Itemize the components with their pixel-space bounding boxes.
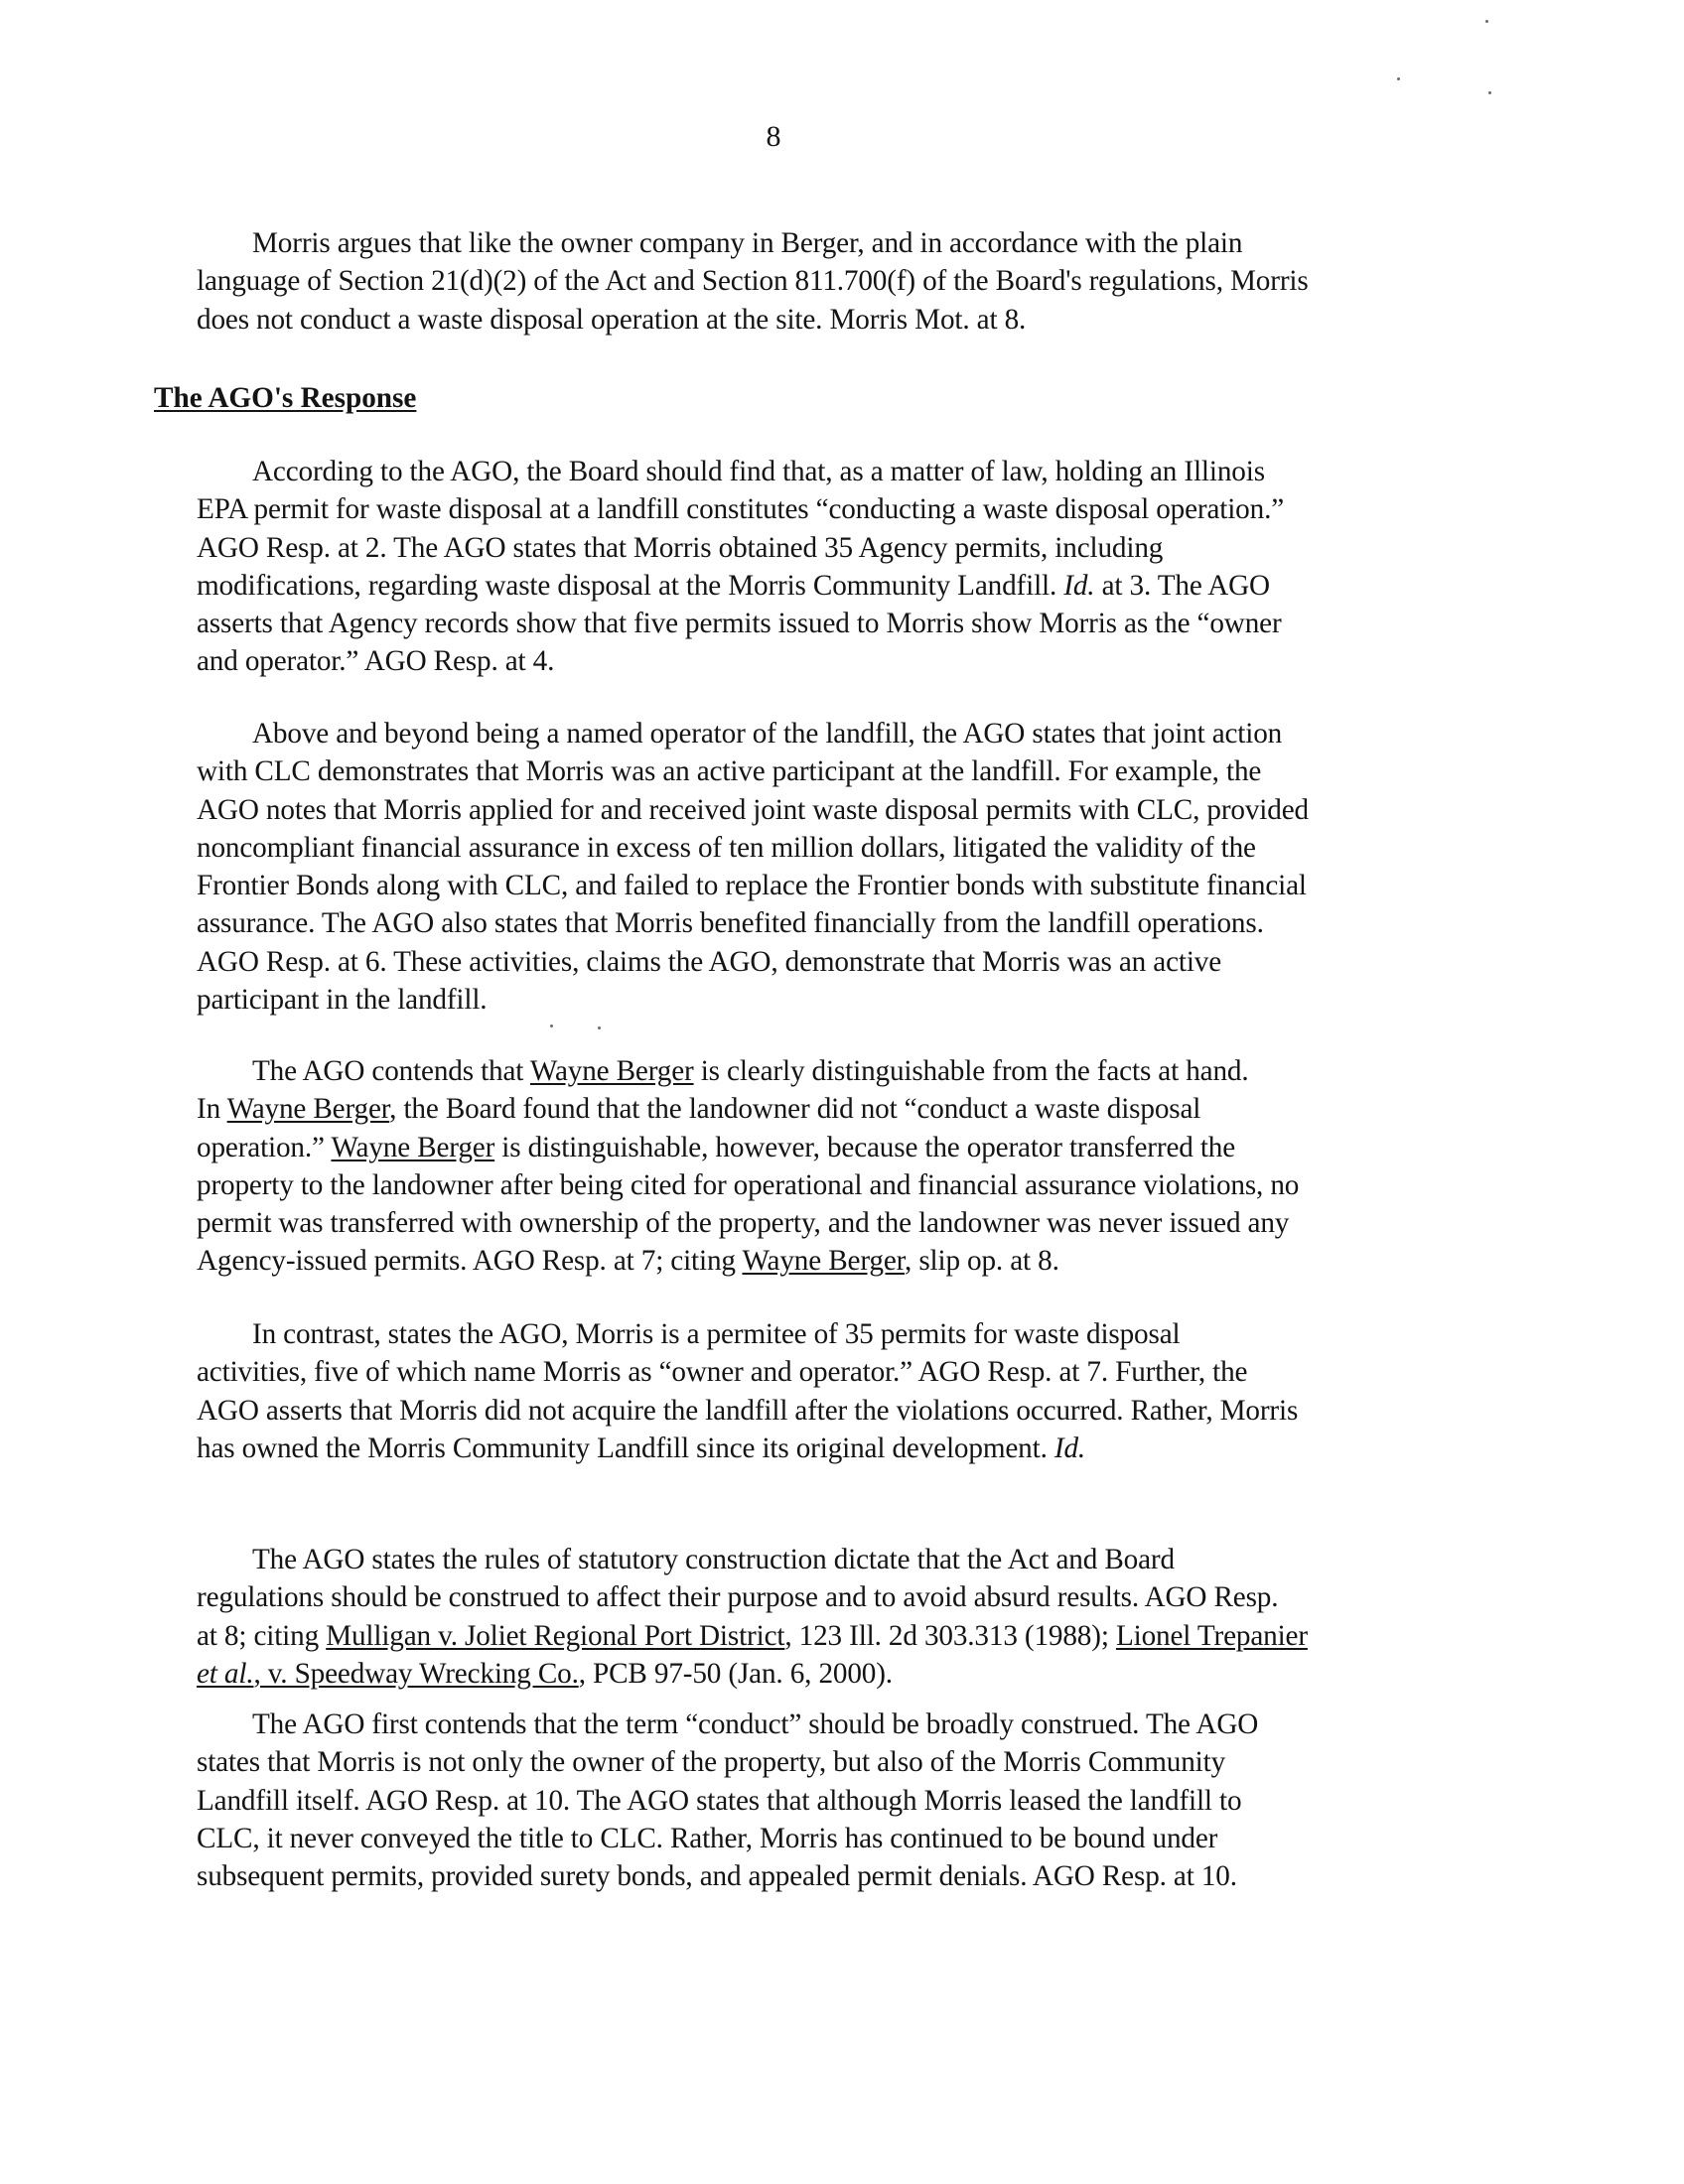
text-line — [197, 224, 1428, 262]
text-line — [197, 262, 1428, 300]
text-run: AGO notes that Morris applied for and received joint waste disposal permits with CLC, provided — [197, 793, 1309, 826]
scan-speck — [550, 1024, 553, 1027]
text-run: at 3. The AGO — [1094, 569, 1270, 602]
formatted-text-run: Wayne Berger — [331, 1131, 495, 1163]
text-line — [197, 605, 1428, 642]
text-line — [197, 904, 1428, 942]
text-line — [197, 1353, 1428, 1391]
text-line — [197, 1655, 1428, 1693]
paragraph-wayne-berger — [197, 1052, 1428, 1281]
text-line — [197, 981, 1428, 1019]
paragraph-ago-response-intro — [197, 453, 1428, 681]
text-run: language of Section 21(d)(2) of the Act and Section 811.700(f) of the Board's regulations, Morris — [197, 265, 1309, 298]
text-run: and operator.” AGO Resp. at 4. — [197, 645, 555, 678]
formatted-text-run: Wayne Berger — [529, 1055, 694, 1087]
text-run: , slip op. at 8. — [905, 1245, 1059, 1278]
text-line — [197, 301, 1428, 339]
text-run: , 123 Ill. 2d 303.313 (1988); — [784, 1619, 1116, 1652]
text-run: states that Morris is not only the owner of the property, but also of the Morris Community — [197, 1746, 1226, 1779]
text-run: asserts that Agency records show that five permits issued to Morris show Morris as the “owner — [197, 608, 1282, 640]
text-run: , PCB 97-50 (Jan. 6, 2000). — [578, 1657, 893, 1690]
page-number: 8 — [766, 120, 781, 153]
paragraph-conduct-construed — [197, 1706, 1428, 1895]
scan-speck — [1485, 20, 1488, 23]
formatted-text-run: et al. — [197, 1657, 254, 1690]
text-run: The AGO first contends that the term “conduct” should be broadly construed. The AGO — [252, 1708, 1259, 1740]
text-line — [197, 1857, 1428, 1895]
text-run: participant in the landfill. — [197, 984, 488, 1017]
formatted-text-run: Wayne Berger — [226, 1093, 390, 1126]
text-run: regulations should be construed to affect their purpose and to avoid absurd results. AGO Resp. — [197, 1581, 1279, 1614]
text-line — [197, 1204, 1428, 1242]
text-line — [197, 490, 1428, 528]
text-line — [197, 791, 1428, 829]
text-run: does not conduct a waste disposal operation at the site. Morris Mot. at 8. — [197, 303, 1027, 336]
formatted-text-run: Id. — [1063, 569, 1095, 602]
text-line — [197, 1782, 1428, 1820]
text-line — [197, 752, 1428, 790]
text-run: is distinguishable, however, because the operator transferred the — [494, 1131, 1236, 1163]
text-line — [197, 1129, 1428, 1166]
text-run: The AGO states the rules of statutory construction dictate that the Act and Board — [252, 1544, 1175, 1575]
paragraph-permitee — [197, 1315, 1428, 1467]
text-run: In — [197, 1093, 227, 1126]
text-run: Above and beyond being a named operator of the landfill, the AGO states that joint action — [252, 718, 1283, 750]
text-run: EPA permit for waste disposal at a landfill constitutes “conducting a waste disposal operation.” — [197, 493, 1285, 526]
text-line — [197, 1392, 1428, 1430]
text-run: property to the landowner after being cited for operational and financial assurance violations, no — [197, 1168, 1300, 1201]
text-run: AGO Resp. at 6. These activities, claims the AGO, demonstrate that Morris was an active — [197, 945, 1222, 978]
text-run: AGO Resp. at 2. The AGO states that Morris obtained 35 Agency permits, including — [197, 531, 1164, 564]
text-line — [197, 1090, 1428, 1128]
text-line — [197, 1052, 1428, 1090]
text-run: According to the AGO, the Board should find that, as a matter of law, holding an Illinois — [252, 456, 1265, 487]
text-run: has owned the Morris Community Landfill since its original development. — [197, 1432, 1054, 1464]
text-run: Agency-issued permits. AGO Resp. at 7; citing — [197, 1245, 743, 1278]
text-run: In contrast, states the AGO, Morris is a permitee of 35 permits for waste disposal — [252, 1318, 1181, 1350]
text-line — [197, 1541, 1428, 1578]
text-line — [197, 715, 1428, 752]
text-line — [197, 1617, 1428, 1655]
text-line — [197, 1578, 1428, 1616]
text-line — [197, 567, 1428, 605]
text-run: operation.” — [197, 1131, 332, 1163]
text-run: Morris argues that like the owner company in Berger, and in accordance with the plain — [252, 227, 1243, 259]
text-run: noncompliant financial assurance in excess of ten million dollars, litigated the validity of the — [197, 831, 1256, 864]
paragraph-morris-argument — [197, 224, 1428, 339]
text-line — [197, 529, 1428, 567]
text-line — [197, 829, 1428, 867]
text-line — [197, 867, 1428, 904]
scan-speck — [1488, 91, 1491, 94]
text-run: permit was transferred with ownership of the property, and the landowner was never issued any — [197, 1207, 1290, 1240]
scan-speck — [598, 1026, 601, 1029]
text-run: Frontier Bonds along with CLC, and failed to replace the Frontier bonds with substitute financial — [197, 870, 1307, 902]
text-line — [197, 943, 1428, 981]
text-run: subsequent permits, provided surety bonds, and appealed permit denials. AGO Resp. at 10. — [197, 1860, 1237, 1893]
text-run: modifications, regarding waste disposal at the Morris Community Landfill. — [197, 569, 1064, 602]
text-line — [197, 1315, 1428, 1353]
text-run: with CLC demonstrates that Morris was an active participant at the landfill. For example, the — [197, 755, 1262, 788]
scan-speck — [1397, 77, 1400, 80]
text-line — [197, 1820, 1428, 1857]
text-line — [197, 453, 1428, 490]
formatted-text-run: , v. Speedway Wrecking Co. — [253, 1657, 579, 1690]
text-line — [197, 1242, 1428, 1280]
formatted-text-run: Mulligan v. Joliet Regional Port District — [326, 1619, 785, 1652]
formatted-text-run: Wayne Berger — [742, 1245, 906, 1278]
paragraph-joint-action — [197, 715, 1428, 1019]
text-run: The AGO contends that — [252, 1055, 530, 1087]
text-run: Landfill itself. AGO Resp. at 10. The AGO states that although Morris leased the landfill to — [197, 1784, 1242, 1817]
text-run: , the Board found that the landowner did not “conduct a waste disposal — [389, 1093, 1201, 1126]
text-line — [197, 1706, 1428, 1743]
text-run: at 8; citing — [197, 1619, 327, 1652]
text-line — [197, 1743, 1428, 1781]
formatted-text-run: Id. — [1053, 1432, 1086, 1464]
text-run: assurance. The AGO also states that Morris benefited financially from the landfill operations. — [197, 907, 1264, 940]
text-run: is clearly distinguishable from the facts at hand. — [693, 1055, 1249, 1087]
formatted-text-run: Lionel Trepanier — [1115, 1619, 1308, 1652]
text-run: activities, five of which name Morris as “owner and operator.” AGO Resp. at 7. Further, the — [197, 1356, 1248, 1389]
text-line — [197, 642, 1428, 680]
paragraph-statutory-construction — [197, 1541, 1428, 1693]
text-line — [197, 1430, 1428, 1467]
text-line — [197, 1166, 1428, 1204]
text-run: CLC, it never conveyed the title to CLC. Rather, Morris has continued to be bound under — [197, 1822, 1218, 1854]
section-heading: The AGO's Response — [154, 382, 417, 414]
text-run: AGO asserts that Morris did not acquire the landfill after the violations occurred. Rather, Morris — [197, 1394, 1299, 1427]
